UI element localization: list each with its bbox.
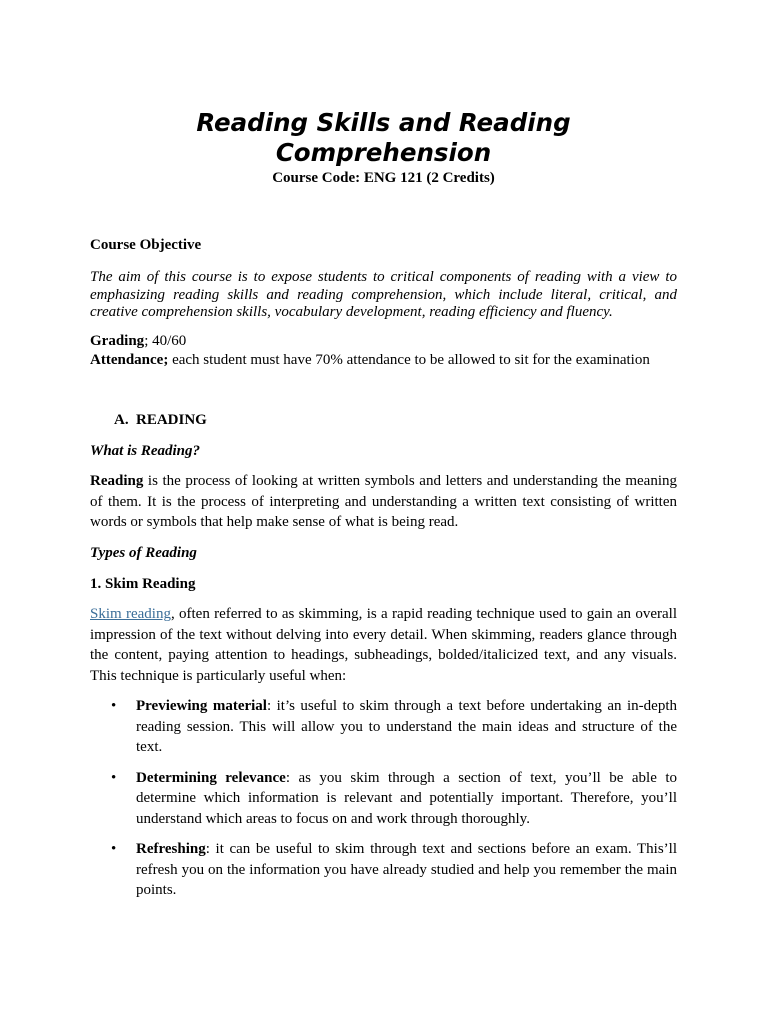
what-is-reading-heading: What is Reading?: [90, 443, 201, 459]
list-item: [90, 768, 677, 830]
section-title: READING: [136, 412, 207, 428]
bullet-icon: •: [111, 841, 117, 857]
skim-uses-list: [90, 696, 677, 911]
bullet-term: Refreshing: [136, 841, 206, 857]
skim-reading-paragraph: [90, 604, 677, 686]
reading-definition-paragraph: [90, 471, 677, 533]
bullet-icon: •: [111, 698, 117, 714]
section-heading-reading: [114, 410, 701, 431]
list-item: [90, 696, 677, 758]
grading-value: ; 40/60: [144, 333, 187, 349]
bullet-term: Previewing material: [136, 698, 267, 714]
reading-term: Reading: [90, 473, 144, 489]
bullet-icon: •: [111, 769, 117, 786]
objective-text: The aim of this course is to expose students to critical components of reading with a view to emphasizing reading skills and reading comprehension, which include literal, critical, and creative comprehension skills, vocabulary development, reading efficiency and fluency.: [90, 269, 677, 321]
grading-label: Grading: [90, 333, 145, 349]
document-title: Reading Skills and Reading Comprehension: [196, 108, 571, 167]
course-code: Course Code: ENG 121 (2 Credits): [272, 170, 495, 186]
bullet-text: : it’s useful to skim through a text before undertaking an in-depth reading session. This will allow you to understand the main ideas and structure of the text.: [136, 698, 677, 755]
skim-reading-text: , often referred to as skimming, is a rapid reading technique used to gain an overall impression of the text without delving into every detail. When skimming, readers glance through the content, paying attention to headings, subheadings, bolded/italicized text, and any visuals. This technique is particularly useful when:: [90, 606, 677, 684]
types-of-reading-heading: Types of Reading: [90, 545, 197, 561]
attendance-line: [90, 351, 677, 369]
section-letter: A.: [114, 412, 129, 428]
reading-definition-text: is the process of looking at written symbols and letters and understanding the meaning of them. It is the process of interpreting and understanding a written text consisting of written words or symbols that help make sense of what is being read.: [90, 473, 677, 530]
attendance-label: Attendance;: [90, 352, 169, 368]
attendance-value: each student must have 70% attendance to be allowed to sit for the examination: [168, 352, 650, 368]
skim-reading-link[interactable]: Skim reading: [90, 606, 171, 622]
skim-reading-heading: 1. Skim Reading: [90, 576, 196, 592]
bullet-term: Determining relevance: [136, 769, 286, 786]
objective-heading: Course Objective: [90, 237, 202, 253]
list-item: [90, 839, 677, 901]
grading-line: [90, 332, 677, 350]
bullet-text: : as you skim through a section of text, you’ll be able to determine which information is relevant and potentially important. Therefore, you’ll understand which areas to focus on and work through thoroughly.: [136, 769, 678, 827]
bullet-text: : it can be useful to skim through text and sections before an exam. This’ll refresh you on the information you have already studied and help you remember the main points.: [136, 841, 677, 898]
